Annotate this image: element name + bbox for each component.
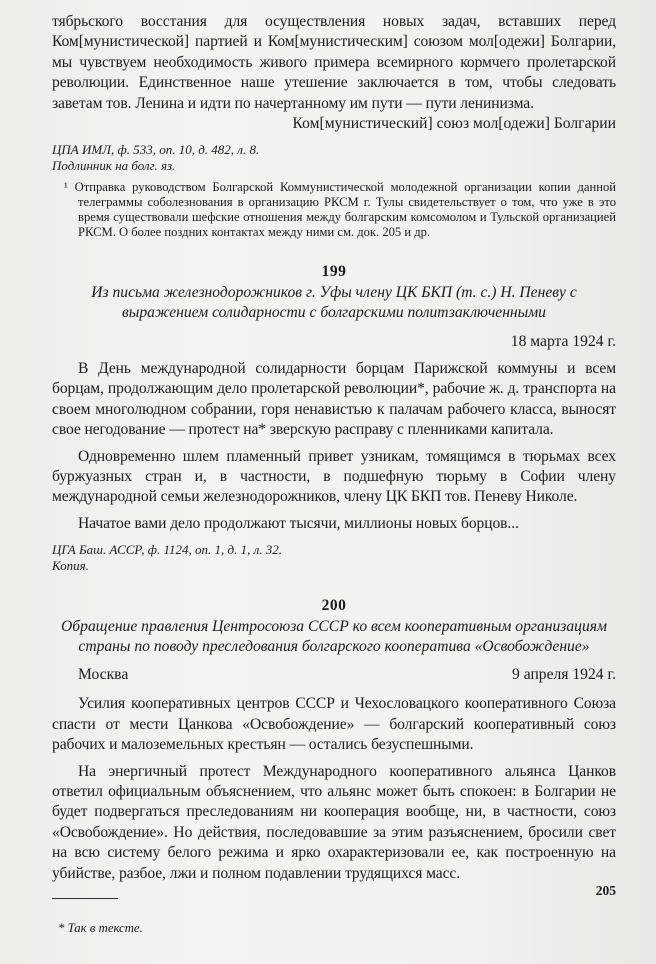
page-number: 205 — [595, 883, 616, 898]
doc199-paragraph: Одновременно шлем пламенный привет узникам, томящимся в тюрьмах всех буржуазных стран и, в частности, в подшефную тюрьму в Софии члену международной семьи железнодорожников, члену ЦК БКП тов. Пеневу Николе. — [52, 447, 616, 506]
document-date-199: 18 марта 1924 г. — [510, 333, 616, 351]
archive-ref-line: ЦГА Баш. АССР, ф. 1124, оп. 1, д. 1, л. 32. — [52, 542, 282, 558]
doc199-paragraph: В День международной солидарности борцам Парижской коммуны и всем борцам, продолжающим дело пролетарской революции*, рабочие ж. д. транспорта на своем многолюдном собрании, горя ненавистью к палачам рабочего класса, выносят свое негодование — протест на* зверскую расправу с пленниками капитала. — [52, 360, 616, 439]
continuation-paragraph: тябрьского восстания для осуществления новых задач, вставших перед Ком[мунистической] партией и Ком[мунистическим] союзом мол[одежи] Болгарии, мы чувствуем необходимость живого примера всемирного кормчего пролетарской революции. Единственное наше утешение заключается в том, чтобы следовать заветам тов. Ленина и идти по начертанному им пути — пути ленинизма. — [52, 13, 616, 112]
footnote-marker: ¹ — [64, 180, 68, 195]
archive-reference-198 — [52, 142, 616, 174]
archive-ref-line: ЦПА ИМЛ, ф. 533, оп. 10, д. 482, л. 8. — [52, 142, 260, 158]
document-title-199: Из письма железнодорожников г. Уфы члену ЦК БКП (т. с.) Н. Пеневу с выражением солидарности с болгарскими политзаключенными — [91, 284, 577, 321]
signature: Ком[мунистический] союз мол[одежи] Болгарии — [292, 115, 616, 133]
doc199-paragraph: Начатое вами дело продолжают тысячи, миллионы новых борцов... — [78, 514, 519, 532]
archive-note-line: Подлинник на болг. яз. — [52, 158, 176, 174]
footer-note: * Так в тексте. — [58, 920, 143, 935]
archive-reference-199 — [52, 542, 616, 574]
document-date-200: 9 апреля 1924 г. — [512, 666, 616, 684]
footnote-divider — [52, 898, 118, 899]
doc200-paragraph: На энергичный протест Международного кооперативного альянса Цанков ответил официальным объяснением, что альянс может быть спокоен: в Болгарии не будет подвергаться преследованиям ни кооперация вообще, ни, в частности, союз «Освобождение». Но действия, последовавшие за этим разъяснением, бросили свет на всю систему белого режима и ярко охарактеризовали ее, как построенную на убийстве, разбое, лжи и полном подавлении трудящихся масс. — [52, 762, 616, 882]
document-number-199: 199 — [321, 263, 347, 281]
document-title-200: Обращение правления Центросоюза СССР ко всем кооперативным организациям страны по поводу преследования болгарского кооператива «Освобождение» — [61, 618, 607, 655]
archive-note-line: Копия. — [52, 558, 89, 574]
footnote-text: Отправка руководством Болгарской Коммунистической молодежной организации копии данной телеграммы соболезнования в организацию РКСМ г. Тулы свидетельствует о том, что уже в это время существовали шефские отношения между болгарским комсомолом и Тульской организацией РКСМ. О более поздних контактах между ними см. док. 205 и др. — [74, 180, 616, 240]
footnote — [52, 180, 616, 240]
doc200-paragraph: Усилия кооперативных центров СССР и Чехословацкого кооперативного Союза спасти от мести Цанкова «Освобождение» — болгарский кооперативный союз рабочих и малоземельных крестьян — остались безуспешными. — [52, 695, 616, 754]
place-date-line — [52, 666, 616, 684]
document-place-200: Москва — [78, 666, 129, 684]
document-number-200: 200 — [321, 597, 347, 615]
